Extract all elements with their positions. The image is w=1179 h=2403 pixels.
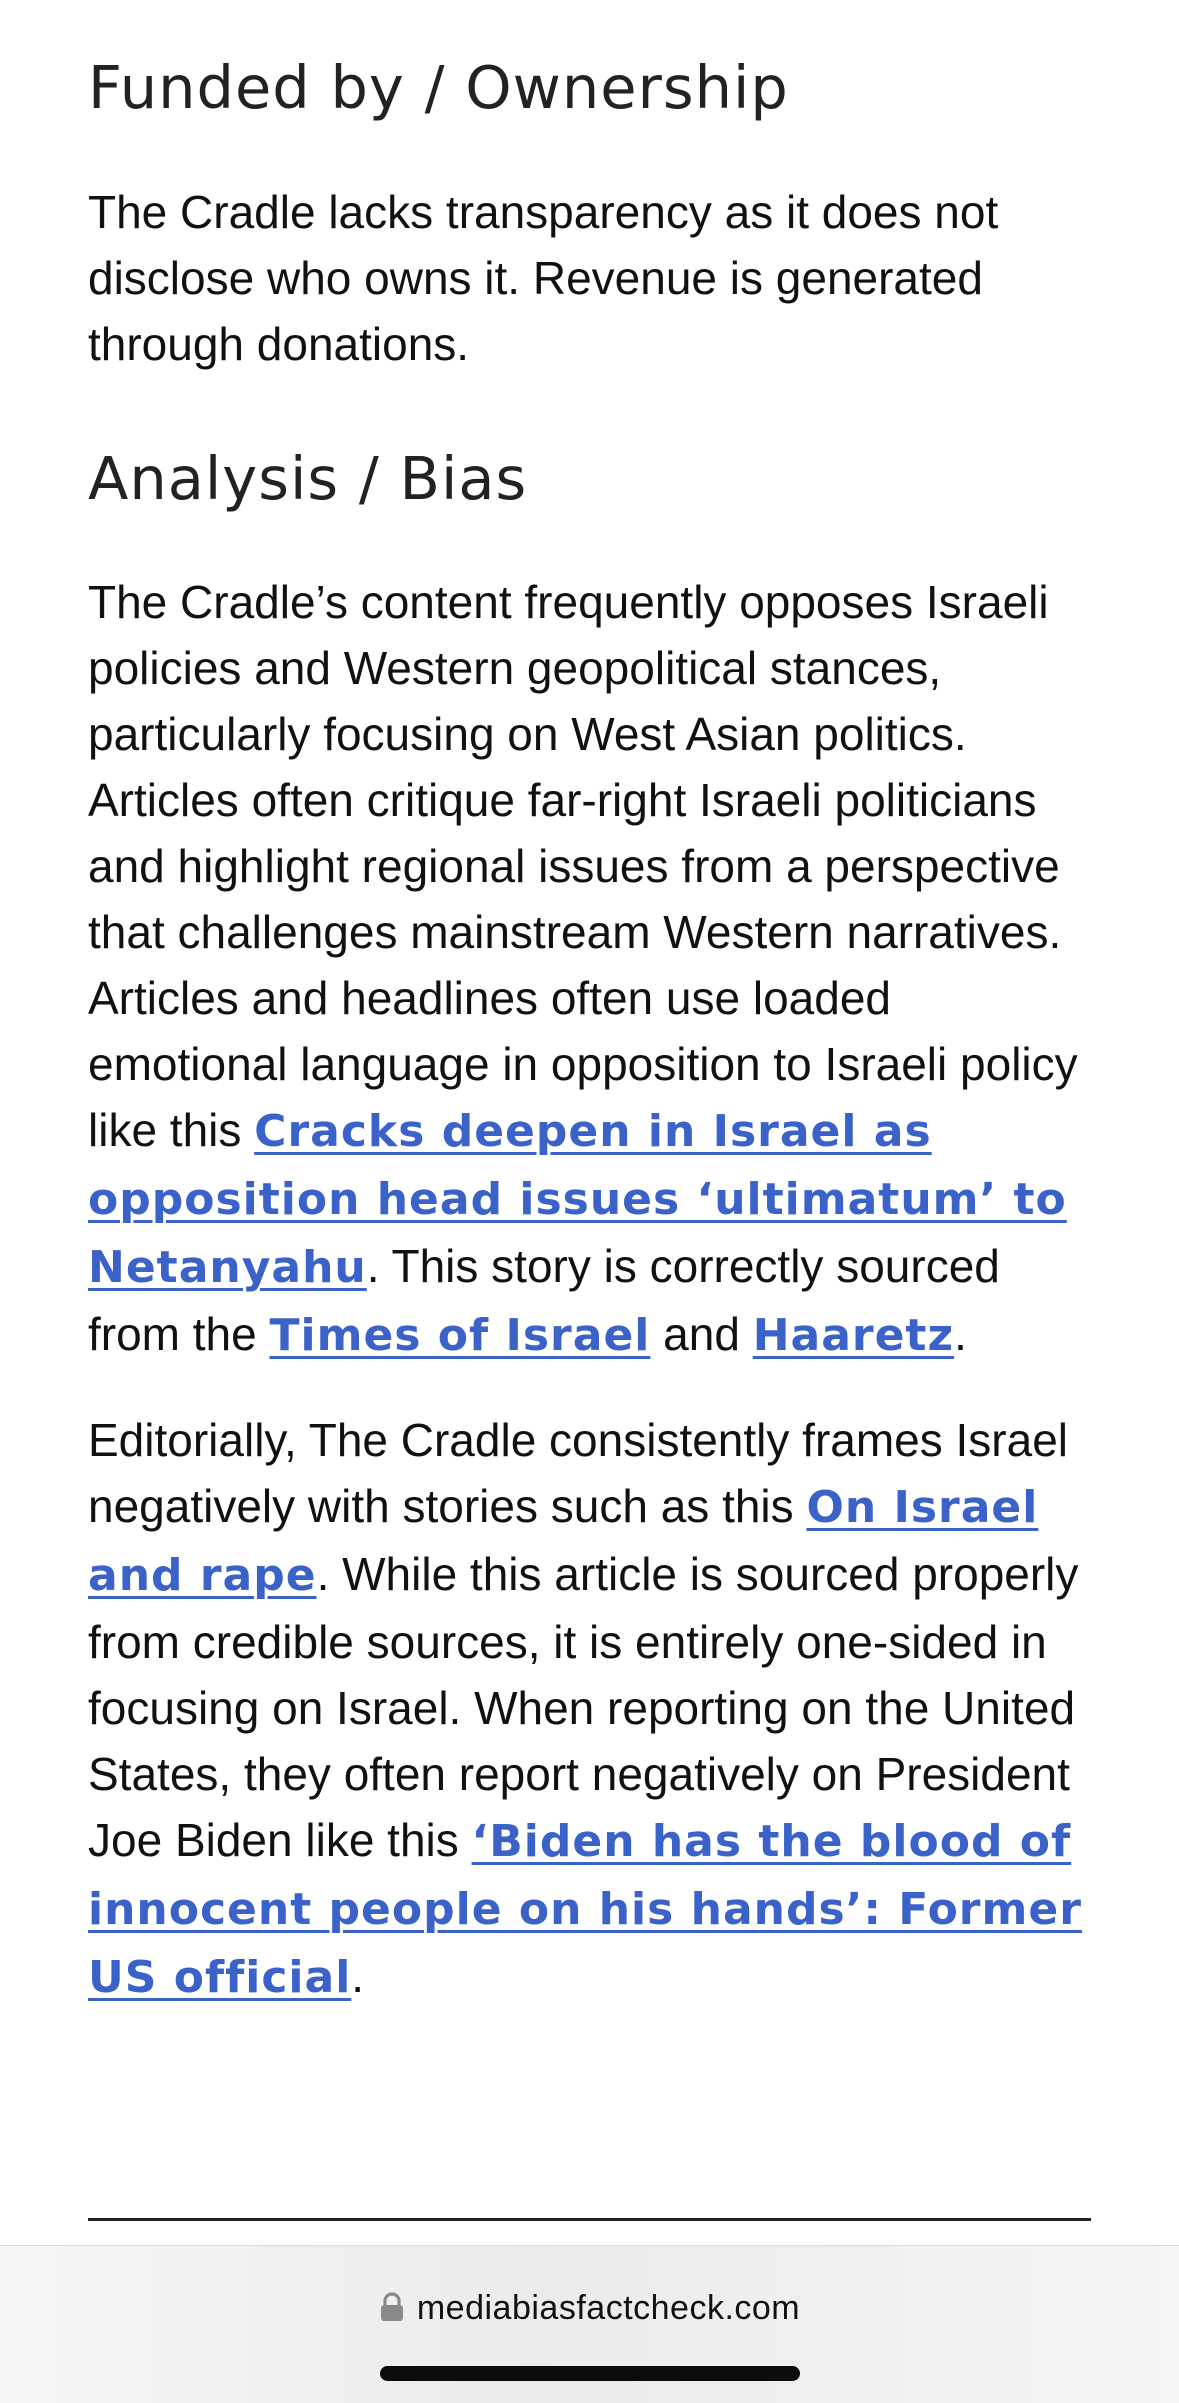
analysis-p1-text: . — [954, 1308, 967, 1361]
section-divider — [88, 2218, 1091, 2221]
analysis-p2-text: Editorially, The Cradle consistently frames Israel negatively with stories such as this — [88, 1414, 1069, 1533]
cracks-deepen-link[interactable]: Cracks deepen in Israel as opposition head issues ‘ultimatum’ to Netanyahu — [88, 1106, 1067, 1294]
article-content — [88, 50, 1098, 2011]
analysis-p2-text: . — [351, 1950, 365, 2003]
analysis-paragraph-2 — [88, 1407, 1098, 2011]
browser-address-bar[interactable] — [0, 2245, 1179, 2403]
haaretz-link[interactable]: Haaretz — [752, 1310, 955, 1362]
home-indicator[interactable] — [380, 2366, 800, 2381]
url-display[interactable] — [0, 2289, 1179, 2328]
analysis-p2-text: . While this article is sourced properly from credible sources, it is entirely one-sided in focusing on Israel. When reporting on the United States, they often report negatively on President Joe Biden like this — [88, 1548, 1079, 1867]
analysis-paragraph-1 — [88, 569, 1098, 1369]
lock-icon — [379, 2292, 405, 2322]
on-israel-and-rape-link[interactable]: On Israel and rape — [88, 1482, 1039, 1602]
url-text[interactable]: mediabiasfactcheck.com — [416, 2289, 801, 2327]
times-of-israel-link[interactable]: Times of Israel — [269, 1310, 651, 1362]
ownership-paragraph: The Cradle lacks transparency as it does not disclose who owns it. Revenue is generated through donations. — [88, 185, 999, 370]
analysis-p1-text: The Cradle’s content frequently opposes Israeli policies and Western geopolitical stances, particularly focusing on West Asian politics. Articles often critique far-right Israeli politicians and highlight regional issues from a perspective that challenges mainstream Western narratives. Articles and headlines often use loaded emotional language in opposition to Israeli policy like this — [88, 576, 1078, 1157]
analysis-p1-text: . This story is correctly sourced from the — [88, 1240, 1000, 1361]
analysis-p1-text: and — [650, 1308, 753, 1361]
ownership-heading: Funded by / Ownership — [88, 53, 789, 122]
biden-blood-link[interactable]: ‘Biden has the blood of innocent people on his hands’: Former US official — [88, 1816, 1082, 2004]
analysis-heading: Analysis / Bias — [88, 443, 528, 513]
